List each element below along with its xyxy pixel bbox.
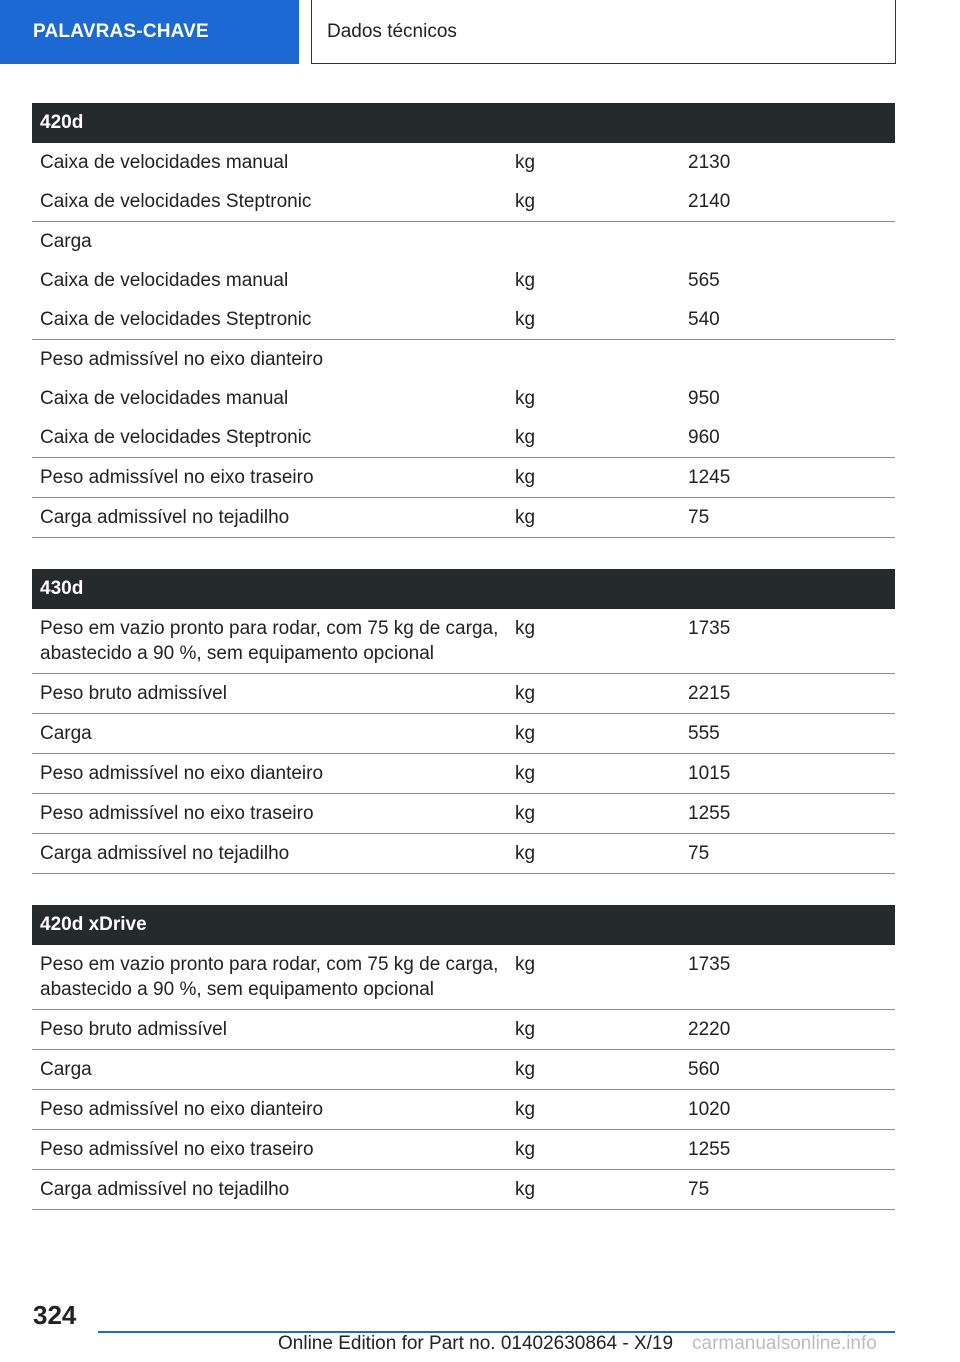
row-value: 2215: [680, 674, 895, 714]
row-unit: kg: [507, 714, 680, 754]
row-label: Peso em vazio pronto para rodar, com 75 kg de carga, abastecido a 90 %, sem equipamento opcional: [32, 945, 507, 1010]
table-row: [32, 300, 895, 340]
row-unit: kg: [507, 754, 680, 794]
table-row: [32, 1010, 895, 1050]
row-value: 555: [680, 714, 895, 754]
row-unit: kg: [507, 1130, 680, 1170]
row-value: 2220: [680, 1010, 895, 1050]
table-row: [32, 261, 895, 300]
row-unit: [507, 340, 680, 380]
row-unit: kg: [507, 609, 680, 674]
section-title-box: [311, 0, 896, 64]
row-value: 960: [680, 418, 895, 458]
table-title: 430d: [32, 569, 895, 609]
row-label: Peso admissível no eixo dianteiro: [40, 349, 324, 370]
row-value: 1020: [680, 1090, 895, 1130]
row-unit: kg: [507, 418, 680, 458]
table-row: [32, 379, 895, 418]
row-value: 1255: [680, 1130, 895, 1170]
table-row: [32, 794, 895, 834]
row-unit: kg: [507, 834, 680, 874]
row-value: 2130: [688, 152, 731, 173]
row-unit: kg: [515, 388, 536, 409]
table-title: 420d: [32, 103, 895, 143]
row-label: Carga admissível no tejadilho: [32, 1170, 507, 1210]
row-unit: kg: [507, 1050, 680, 1090]
row-label: Caixa de velocidades Steptronic: [32, 182, 507, 222]
table-row: [32, 1050, 895, 1090]
table-row: [32, 834, 895, 874]
spec-table: [32, 103, 895, 538]
row-label: Caixa de velocidades manual: [40, 270, 289, 291]
row-value: 1735: [680, 609, 895, 674]
row-label: Peso admissível no eixo dianteiro: [32, 1090, 507, 1130]
table-row: [32, 609, 895, 674]
row-unit: kg: [507, 1090, 680, 1130]
row-unit: [507, 222, 680, 262]
row-value: 75: [680, 1170, 895, 1210]
page-number: 324: [33, 1300, 77, 1330]
row-unit: kg: [507, 945, 680, 1010]
row-label: Carga: [32, 714, 507, 754]
table-row: [32, 945, 895, 1010]
row-unit: kg: [515, 270, 536, 291]
row-value: 560: [680, 1050, 895, 1090]
table-row: [32, 458, 895, 498]
row-label: Peso bruto admissível: [32, 1010, 507, 1050]
row-unit: kg: [507, 794, 680, 834]
row-value: 1245: [680, 458, 895, 498]
row-unit: kg: [507, 300, 680, 340]
row-unit: kg: [507, 182, 680, 222]
row-label: Peso admissível no eixo traseiro: [32, 794, 507, 834]
spec-table: [32, 905, 895, 1210]
spec-tables: [32, 103, 895, 1241]
keywords-tab[interactable]: [0, 0, 299, 64]
row-unit: kg: [507, 1010, 680, 1050]
keywords-tab-label: PALAVRAS-CHAVE: [33, 21, 209, 42]
row-unit: kg: [507, 498, 680, 538]
table-row: [32, 754, 895, 794]
spec-table: [32, 569, 895, 874]
table-row: [32, 340, 895, 380]
table-row: [32, 418, 895, 458]
edition-text: Online Edition for Part no. 01402630864 - X/19: [278, 1333, 674, 1354]
watermark-text: carmanualsonline.info: [688, 1333, 877, 1355]
row-label: Peso em vazio pronto para rodar, com 75 kg de carga, abastecido a 90 %, sem equipamento opcional: [32, 609, 507, 674]
row-label: Carga: [40, 231, 92, 252]
row-unit: kg: [507, 1170, 680, 1210]
row-value: 1735: [680, 945, 895, 1010]
table-row: [32, 1090, 895, 1130]
row-value: 950: [688, 388, 720, 409]
row-label: Peso bruto admissível: [32, 674, 507, 714]
table-row: [32, 143, 895, 182]
row-label: Peso admissível no eixo traseiro: [32, 1130, 507, 1170]
row-label: Carga admissível no tejadilho: [32, 498, 507, 538]
table-row: [32, 1130, 895, 1170]
row-value: 75: [680, 498, 895, 538]
section-title: Dados técnicos: [327, 20, 457, 42]
row-value: 1015: [680, 754, 895, 794]
table-row: [32, 498, 895, 538]
row-value: [680, 340, 895, 380]
table-row: [32, 182, 895, 222]
row-value: 540: [680, 300, 895, 340]
table-row: [32, 714, 895, 754]
row-label: Peso admissível no eixo dianteiro: [32, 754, 507, 794]
row-label: Caixa de velocidades Steptronic: [32, 300, 507, 340]
row-unit: kg: [515, 152, 536, 173]
row-label: Caixa de velocidades manual: [40, 152, 289, 173]
row-value: 565: [688, 270, 720, 291]
row-unit: kg: [507, 674, 680, 714]
table-row: [32, 222, 895, 262]
table-row: [32, 674, 895, 714]
table-row: [32, 1170, 895, 1210]
row-value: [680, 222, 895, 262]
row-value: 1255: [680, 794, 895, 834]
row-value: 2140: [680, 182, 895, 222]
table-title: 420d xDrive: [32, 905, 895, 945]
row-label: Carga: [32, 1050, 507, 1090]
row-label: Peso admissível no eixo traseiro: [32, 458, 507, 498]
row-label: Caixa de velocidades Steptronic: [32, 418, 507, 458]
row-value: 75: [680, 834, 895, 874]
row-label: Caixa de velocidades manual: [40, 388, 289, 409]
row-unit: kg: [507, 458, 680, 498]
row-label: Carga admissível no tejadilho: [32, 834, 507, 874]
